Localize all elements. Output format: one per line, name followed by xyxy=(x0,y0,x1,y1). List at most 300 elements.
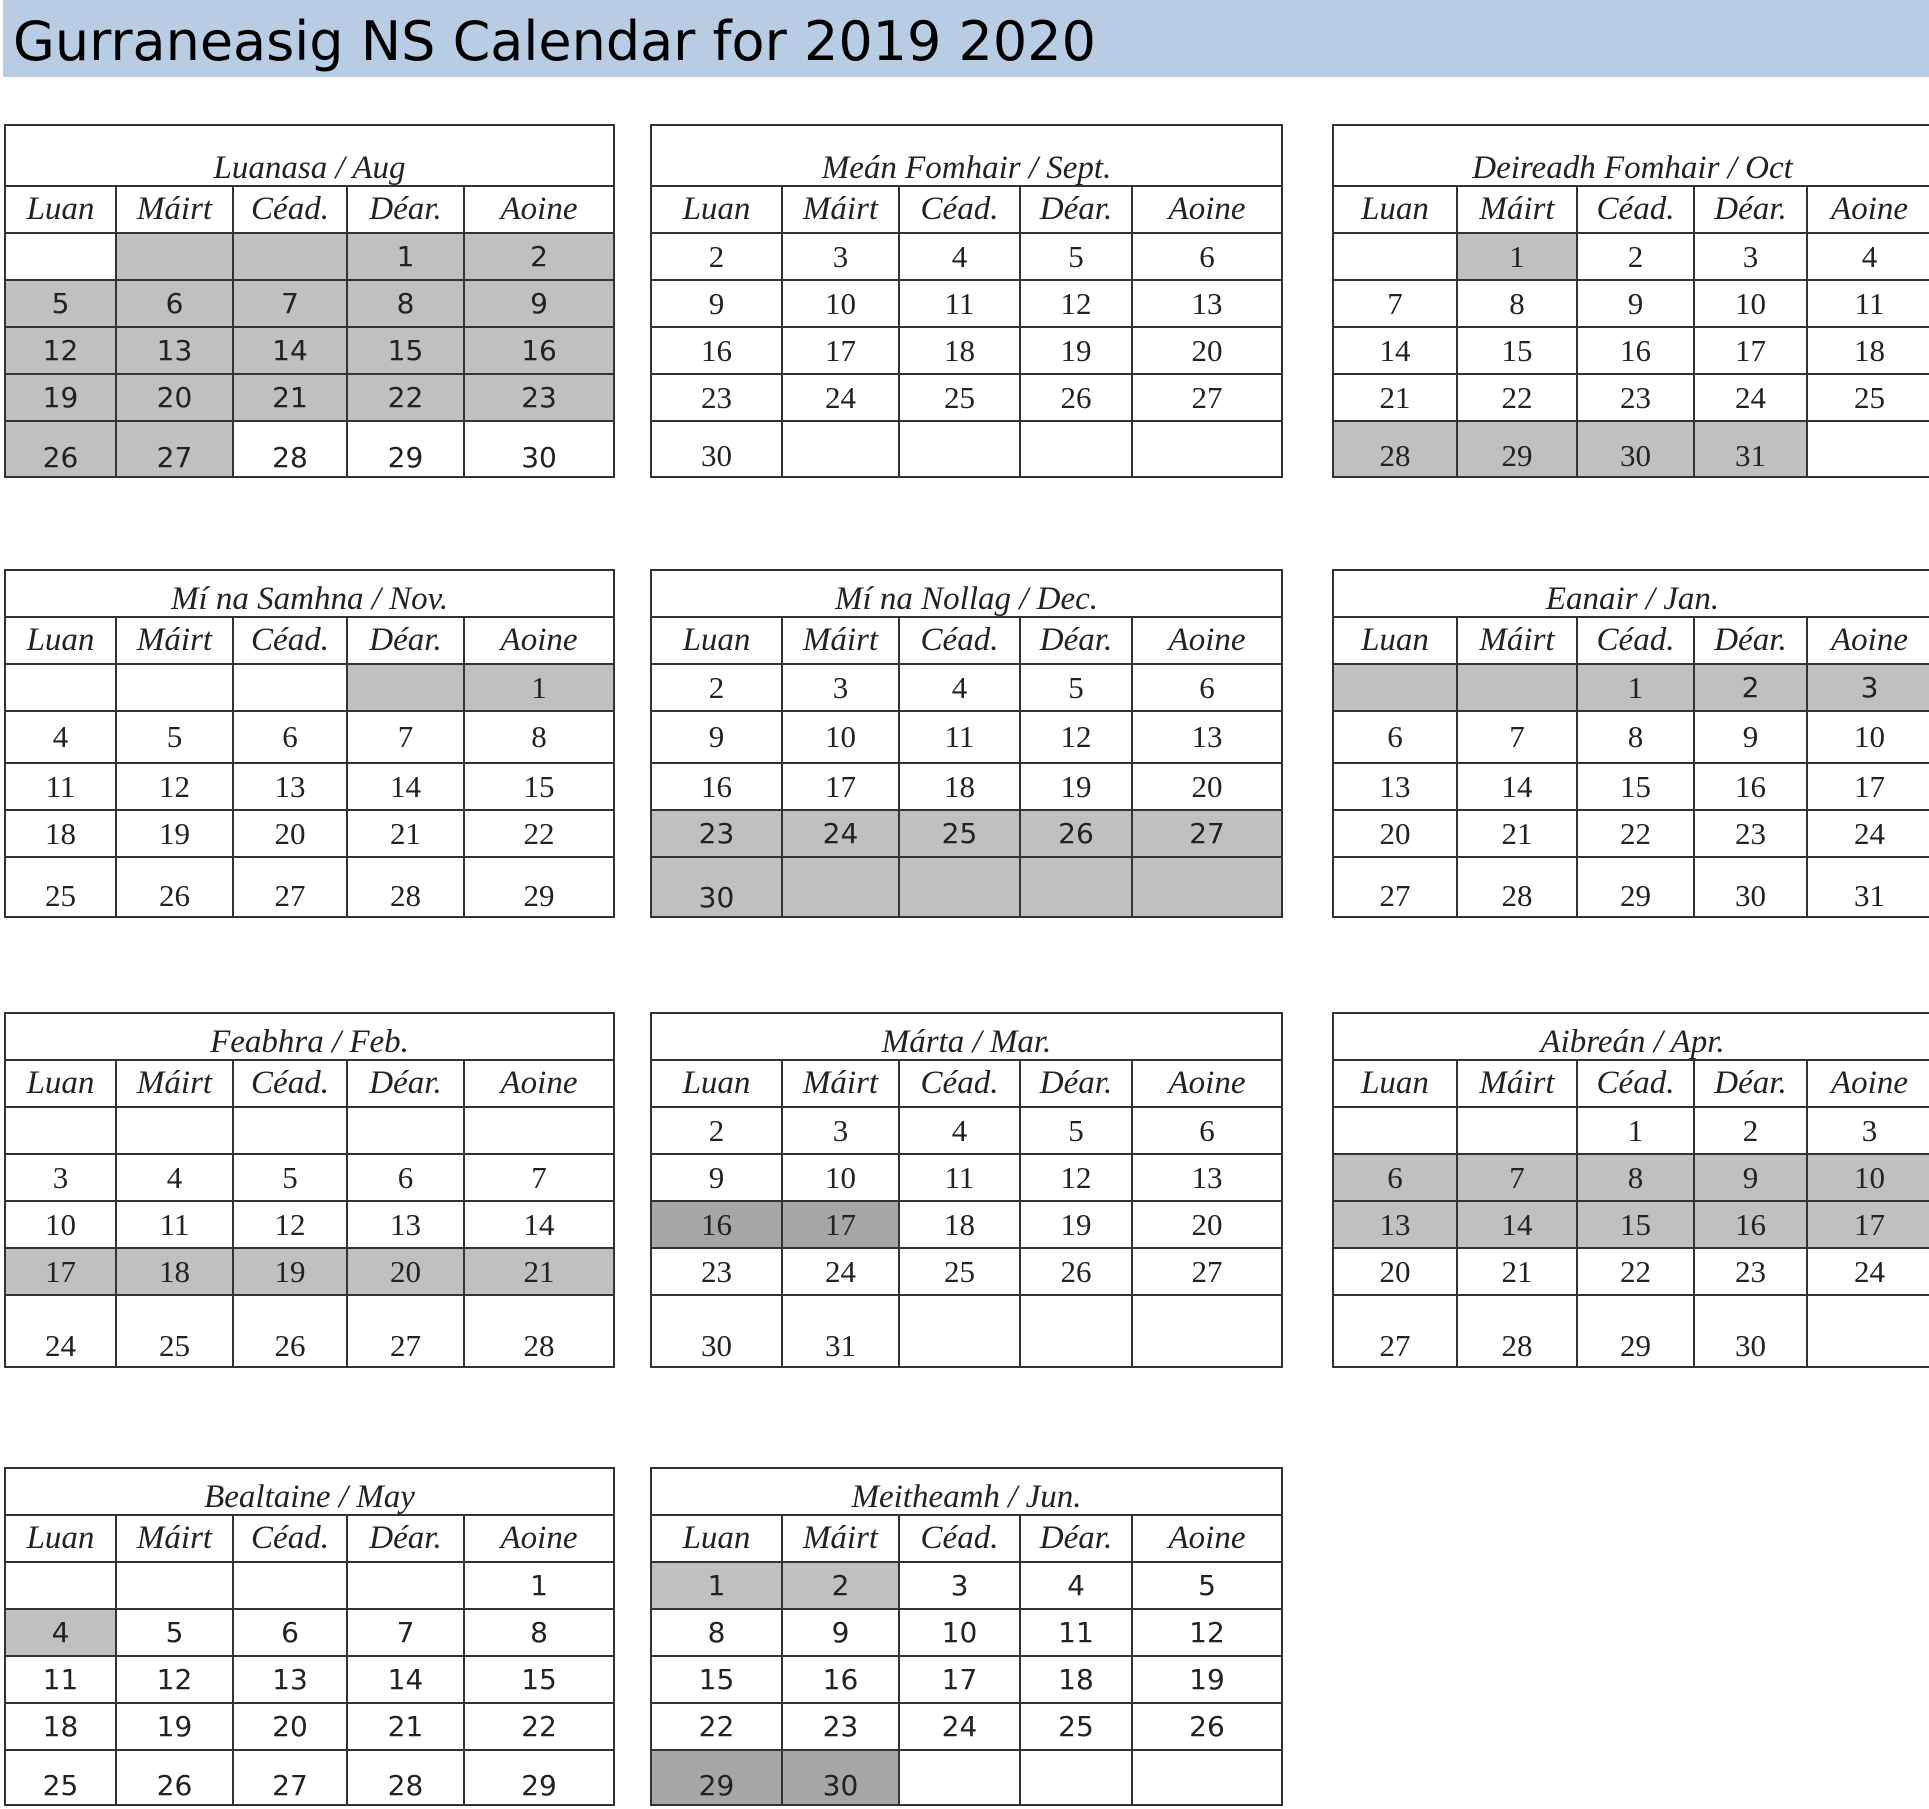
day-cell: 31 xyxy=(782,1295,899,1367)
day-cell: 3 xyxy=(782,1107,899,1154)
day-cell: 17 xyxy=(5,1248,116,1295)
day-cell: 27 xyxy=(347,1295,464,1367)
day-cell: 21 xyxy=(1457,810,1577,857)
day-cell xyxy=(1807,421,1929,477)
weekday-header: Céad. xyxy=(233,1060,347,1107)
day-cell: 12 xyxy=(116,763,233,810)
day-cell: 30 xyxy=(651,421,782,477)
week-row xyxy=(651,1154,1282,1201)
day-cell: 21 xyxy=(464,1248,614,1295)
day-cell: 15 xyxy=(1577,1201,1694,1248)
day-cell: 7 xyxy=(1457,1154,1577,1201)
day-cell: 17 xyxy=(1807,1201,1929,1248)
week-row xyxy=(5,374,614,421)
day-cell: 8 xyxy=(464,1609,614,1656)
day-cell: 11 xyxy=(5,1656,116,1703)
day-cell xyxy=(1020,1750,1132,1805)
day-cell: 15 xyxy=(464,1656,614,1703)
day-cell: 12 xyxy=(233,1201,347,1248)
day-cell: 8 xyxy=(464,711,614,763)
day-cell: 28 xyxy=(464,1295,614,1367)
day-cell: 29 xyxy=(651,1750,782,1805)
day-cell: 13 xyxy=(1333,763,1457,810)
week-row xyxy=(651,1201,1282,1248)
day-cell: 7 xyxy=(347,1609,464,1656)
day-cell xyxy=(1020,421,1132,477)
week-row xyxy=(1333,421,1929,477)
day-cell: 6 xyxy=(1333,1154,1457,1201)
month-calendar xyxy=(4,124,615,478)
day-cell xyxy=(782,421,899,477)
day-cell: 23 xyxy=(651,1248,782,1295)
day-cell: 2 xyxy=(651,233,782,280)
month-calendar xyxy=(4,1467,615,1806)
day-cell: 11 xyxy=(1020,1609,1132,1656)
weekday-header: Déar. xyxy=(347,1060,464,1107)
week-row xyxy=(1333,233,1929,280)
day-cell xyxy=(116,1107,233,1154)
day-cell: 15 xyxy=(1577,763,1694,810)
day-cell: 27 xyxy=(1132,374,1282,421)
week-row xyxy=(5,1154,614,1201)
day-cell: 2 xyxy=(464,233,614,280)
day-cell: 5 xyxy=(116,711,233,763)
weekday-header: Déar. xyxy=(347,617,464,664)
weekday-header: Máirt xyxy=(1457,617,1577,664)
day-cell: 6 xyxy=(116,280,233,327)
day-cell xyxy=(1457,1107,1577,1154)
day-cell: 19 xyxy=(233,1248,347,1295)
day-cell: 16 xyxy=(651,1201,782,1248)
day-cell: 10 xyxy=(5,1201,116,1248)
day-cell: 30 xyxy=(464,421,614,477)
day-cell: 3 xyxy=(899,1562,1020,1609)
day-cell xyxy=(233,1562,347,1609)
week-row xyxy=(1333,280,1929,327)
day-cell: 29 xyxy=(464,1750,614,1805)
day-cell: 23 xyxy=(1694,1248,1807,1295)
day-cell xyxy=(116,664,233,711)
weekday-header: Céad. xyxy=(1577,1060,1694,1107)
day-cell xyxy=(5,233,116,280)
day-cell: 20 xyxy=(347,1248,464,1295)
month-calendar xyxy=(650,1467,1283,1806)
month-title: Meitheamh / Jun. xyxy=(651,1468,1282,1515)
day-cell: 30 xyxy=(1694,857,1807,917)
day-cell: 25 xyxy=(1807,374,1929,421)
day-cell: 10 xyxy=(899,1609,1020,1656)
week-row xyxy=(5,810,614,857)
day-cell: 11 xyxy=(1807,280,1929,327)
day-cell: 18 xyxy=(116,1248,233,1295)
weekday-header: Céad. xyxy=(899,186,1020,233)
day-cell: 17 xyxy=(1807,763,1929,810)
weekday-header: Luan xyxy=(5,186,116,233)
weekday-header: Céad. xyxy=(1577,617,1694,664)
day-cell: 2 xyxy=(1577,233,1694,280)
day-cell: 4 xyxy=(5,1609,116,1656)
weekday-header: Déar. xyxy=(347,1515,464,1562)
day-cell: 30 xyxy=(651,857,782,917)
week-row xyxy=(5,1656,614,1703)
day-cell: 3 xyxy=(5,1154,116,1201)
week-row xyxy=(651,857,1282,917)
day-cell: 23 xyxy=(651,810,782,857)
day-cell: 16 xyxy=(651,327,782,374)
day-cell: 23 xyxy=(1694,810,1807,857)
day-cell: 27 xyxy=(1132,810,1282,857)
day-cell: 16 xyxy=(782,1656,899,1703)
weekday-header: Céad. xyxy=(233,1515,347,1562)
day-cell: 13 xyxy=(116,327,233,374)
day-cell: 24 xyxy=(1694,374,1807,421)
weekday-header: Máirt xyxy=(1457,186,1577,233)
day-cell: 18 xyxy=(5,810,116,857)
day-cell: 12 xyxy=(116,1656,233,1703)
day-cell xyxy=(233,233,347,280)
day-cell: 19 xyxy=(5,374,116,421)
weekday-header: Céad. xyxy=(899,1515,1020,1562)
day-cell xyxy=(1807,1295,1929,1367)
day-cell: 6 xyxy=(233,711,347,763)
day-cell: 16 xyxy=(464,327,614,374)
day-cell xyxy=(899,1295,1020,1367)
day-cell: 18 xyxy=(1020,1656,1132,1703)
page-title: Gurraneasig NS Calendar for 2019 2020 xyxy=(3,0,1929,77)
weekday-header: Luan xyxy=(5,617,116,664)
week-row xyxy=(651,327,1282,374)
month-calendar xyxy=(1332,569,1929,918)
weekday-header: Luan xyxy=(1333,617,1457,664)
day-cell: 14 xyxy=(464,1201,614,1248)
weekday-header: Déar. xyxy=(1020,617,1132,664)
day-cell xyxy=(1457,664,1577,711)
day-cell: 11 xyxy=(5,763,116,810)
week-row xyxy=(651,374,1282,421)
weekday-header: Luan xyxy=(651,1060,782,1107)
day-cell: 8 xyxy=(347,280,464,327)
day-cell: 16 xyxy=(651,763,782,810)
month-title: Bealtaine / May xyxy=(5,1468,614,1515)
day-cell: 17 xyxy=(899,1656,1020,1703)
day-cell: 13 xyxy=(347,1201,464,1248)
week-row xyxy=(5,711,614,763)
weekday-header: Máirt xyxy=(782,1515,899,1562)
day-cell: 19 xyxy=(1132,1656,1282,1703)
week-row xyxy=(5,1609,614,1656)
day-cell xyxy=(1132,1295,1282,1367)
day-cell: 18 xyxy=(899,327,1020,374)
weekday-header: Déar. xyxy=(1694,1060,1807,1107)
weekday-header: Déar. xyxy=(1020,186,1132,233)
day-cell xyxy=(5,664,116,711)
week-row xyxy=(1333,327,1929,374)
day-cell xyxy=(347,1107,464,1154)
day-cell: 15 xyxy=(347,327,464,374)
day-cell: 2 xyxy=(782,1562,899,1609)
month-title: Mí na Nollag / Dec. xyxy=(651,570,1282,617)
day-cell: 5 xyxy=(233,1154,347,1201)
day-cell: 25 xyxy=(116,1295,233,1367)
day-cell: 10 xyxy=(1807,1154,1929,1201)
day-cell: 28 xyxy=(1457,857,1577,917)
day-cell: 1 xyxy=(347,233,464,280)
weekday-header: Aoine xyxy=(464,1515,614,1562)
day-cell: 22 xyxy=(347,374,464,421)
day-cell: 27 xyxy=(233,1750,347,1805)
day-cell xyxy=(1132,1750,1282,1805)
day-cell: 14 xyxy=(1457,763,1577,810)
day-cell: 23 xyxy=(651,374,782,421)
week-row xyxy=(651,280,1282,327)
weekday-header: Aoine xyxy=(464,1060,614,1107)
day-cell: 4 xyxy=(899,1107,1020,1154)
day-cell: 18 xyxy=(1807,327,1929,374)
month-calendar xyxy=(650,1012,1283,1368)
week-row xyxy=(5,1248,614,1295)
day-cell: 7 xyxy=(233,280,347,327)
day-cell: 6 xyxy=(1132,233,1282,280)
day-cell: 30 xyxy=(1577,421,1694,477)
week-row xyxy=(1333,711,1929,763)
weekday-header: Máirt xyxy=(116,617,233,664)
day-cell: 22 xyxy=(1457,374,1577,421)
week-row xyxy=(5,1562,614,1609)
weekday-header: Aoine xyxy=(1132,1060,1282,1107)
weekday-header: Aoine xyxy=(1807,186,1929,233)
day-cell: 24 xyxy=(5,1295,116,1367)
day-cell: 27 xyxy=(116,421,233,477)
day-cell: 6 xyxy=(1333,711,1457,763)
month-calendar xyxy=(1332,124,1929,478)
day-cell: 17 xyxy=(782,763,899,810)
day-cell xyxy=(116,1562,233,1609)
day-cell: 9 xyxy=(651,711,782,763)
weekday-header: Máirt xyxy=(116,1515,233,1562)
day-cell: 26 xyxy=(1020,374,1132,421)
week-row xyxy=(5,421,614,477)
day-cell: 26 xyxy=(233,1295,347,1367)
day-cell: 8 xyxy=(1577,711,1694,763)
month-title: Feabhra / Feb. xyxy=(5,1013,614,1060)
weekday-header: Aoine xyxy=(464,617,614,664)
day-cell: 24 xyxy=(782,1248,899,1295)
day-cell: 21 xyxy=(347,1703,464,1750)
week-row xyxy=(651,1750,1282,1805)
day-cell: 7 xyxy=(347,711,464,763)
day-cell: 14 xyxy=(347,763,464,810)
day-cell: 22 xyxy=(464,810,614,857)
day-cell: 3 xyxy=(1807,664,1929,711)
day-cell: 3 xyxy=(782,233,899,280)
day-cell: 22 xyxy=(464,1703,614,1750)
day-cell: 19 xyxy=(116,810,233,857)
day-cell: 20 xyxy=(233,1703,347,1750)
day-cell: 17 xyxy=(1694,327,1807,374)
day-cell: 18 xyxy=(899,763,1020,810)
day-cell: 19 xyxy=(116,1703,233,1750)
day-cell: 11 xyxy=(116,1201,233,1248)
day-cell: 1 xyxy=(464,664,614,711)
weekday-header: Máirt xyxy=(782,617,899,664)
day-cell: 29 xyxy=(1577,1295,1694,1367)
week-row xyxy=(651,1107,1282,1154)
month-title: Meán Fomhair / Sept. xyxy=(651,125,1282,186)
day-cell xyxy=(347,1562,464,1609)
day-cell: 13 xyxy=(1132,1154,1282,1201)
day-cell: 7 xyxy=(464,1154,614,1201)
day-cell: 5 xyxy=(1020,1107,1132,1154)
day-cell: 6 xyxy=(1132,664,1282,711)
week-row xyxy=(1333,1107,1929,1154)
month-title: Luanasa / Aug xyxy=(5,125,614,186)
day-cell: 17 xyxy=(782,327,899,374)
day-cell: 2 xyxy=(651,664,782,711)
day-cell: 14 xyxy=(347,1656,464,1703)
month-calendar xyxy=(1332,1012,1929,1368)
day-cell: 20 xyxy=(1333,810,1457,857)
day-cell: 21 xyxy=(1457,1248,1577,1295)
day-cell: 12 xyxy=(1020,1154,1132,1201)
day-cell: 11 xyxy=(899,711,1020,763)
day-cell: 4 xyxy=(1020,1562,1132,1609)
day-cell: 4 xyxy=(5,711,116,763)
weekday-header: Aoine xyxy=(1132,617,1282,664)
day-cell: 4 xyxy=(899,233,1020,280)
month-calendar xyxy=(4,1012,615,1368)
day-cell: 19 xyxy=(1020,763,1132,810)
day-cell: 30 xyxy=(782,1750,899,1805)
day-cell xyxy=(899,857,1020,917)
day-cell: 5 xyxy=(1132,1562,1282,1609)
day-cell xyxy=(5,1562,116,1609)
day-cell: 24 xyxy=(782,374,899,421)
week-row xyxy=(651,1703,1282,1750)
day-cell: 10 xyxy=(1694,280,1807,327)
weekday-header: Luan xyxy=(651,1515,782,1562)
day-cell: 28 xyxy=(233,421,347,477)
day-cell: 28 xyxy=(1333,421,1457,477)
day-cell: 10 xyxy=(1807,711,1929,763)
day-cell: 23 xyxy=(782,1703,899,1750)
day-cell: 16 xyxy=(1694,1201,1807,1248)
day-cell xyxy=(782,857,899,917)
weekday-header: Máirt xyxy=(116,1060,233,1107)
month-calendar xyxy=(650,569,1283,918)
weekday-header: Luan xyxy=(651,617,782,664)
day-cell: 20 xyxy=(1132,327,1282,374)
day-cell: 28 xyxy=(1457,1295,1577,1367)
week-row xyxy=(651,810,1282,857)
week-row xyxy=(1333,763,1929,810)
day-cell: 25 xyxy=(5,857,116,917)
day-cell: 27 xyxy=(1333,1295,1457,1367)
day-cell: 1 xyxy=(464,1562,614,1609)
week-row xyxy=(651,1656,1282,1703)
day-cell xyxy=(233,664,347,711)
day-cell: 29 xyxy=(1457,421,1577,477)
week-row xyxy=(651,711,1282,763)
day-cell: 4 xyxy=(1807,233,1929,280)
day-cell: 23 xyxy=(464,374,614,421)
day-cell: 19 xyxy=(1020,327,1132,374)
day-cell: 12 xyxy=(5,327,116,374)
day-cell: 13 xyxy=(233,1656,347,1703)
day-cell: 27 xyxy=(1333,857,1457,917)
day-cell: 20 xyxy=(1333,1248,1457,1295)
day-cell: 13 xyxy=(1333,1201,1457,1248)
week-row xyxy=(5,233,614,280)
day-cell: 2 xyxy=(1694,1107,1807,1154)
day-cell: 26 xyxy=(1132,1703,1282,1750)
day-cell: 1 xyxy=(1577,664,1694,711)
day-cell: 26 xyxy=(1020,1248,1132,1295)
day-cell: 31 xyxy=(1807,857,1929,917)
week-row xyxy=(5,763,614,810)
day-cell: 3 xyxy=(1807,1107,1929,1154)
day-cell: 25 xyxy=(899,810,1020,857)
day-cell: 13 xyxy=(1132,711,1282,763)
day-cell: 1 xyxy=(651,1562,782,1609)
week-row xyxy=(5,280,614,327)
weekday-header: Máirt xyxy=(116,186,233,233)
day-cell: 17 xyxy=(782,1201,899,1248)
day-cell: 7 xyxy=(1457,711,1577,763)
day-cell: 1 xyxy=(1457,233,1577,280)
day-cell: 11 xyxy=(899,280,1020,327)
week-row xyxy=(5,327,614,374)
week-row xyxy=(5,1703,614,1750)
day-cell: 5 xyxy=(1020,233,1132,280)
day-cell xyxy=(1020,1295,1132,1367)
month-title: Mí na Samhna / Nov. xyxy=(5,570,614,617)
day-cell: 10 xyxy=(782,711,899,763)
day-cell: 6 xyxy=(1132,1107,1282,1154)
weekday-header: Céad. xyxy=(233,186,347,233)
week-row xyxy=(651,1295,1282,1367)
weekday-header: Déar. xyxy=(1694,186,1807,233)
day-cell: 18 xyxy=(5,1703,116,1750)
day-cell xyxy=(1333,233,1457,280)
day-cell: 25 xyxy=(899,374,1020,421)
day-cell: 9 xyxy=(1577,280,1694,327)
day-cell xyxy=(1333,1107,1457,1154)
weekday-header: Aoine xyxy=(1132,186,1282,233)
weekday-header: Déar. xyxy=(1020,1515,1132,1562)
day-cell: 16 xyxy=(1694,763,1807,810)
day-cell: 21 xyxy=(347,810,464,857)
weekday-header: Céad. xyxy=(233,617,347,664)
day-cell: 13 xyxy=(233,763,347,810)
day-cell: 16 xyxy=(1577,327,1694,374)
weekday-header: Déar. xyxy=(1694,617,1807,664)
day-cell: 9 xyxy=(1694,1154,1807,1201)
day-cell: 26 xyxy=(116,857,233,917)
day-cell: 20 xyxy=(233,810,347,857)
day-cell: 9 xyxy=(782,1609,899,1656)
day-cell xyxy=(1132,421,1282,477)
day-cell: 29 xyxy=(464,857,614,917)
day-cell: 12 xyxy=(1132,1609,1282,1656)
weekday-header: Céad. xyxy=(899,1060,1020,1107)
day-cell: 22 xyxy=(1577,810,1694,857)
month-calendar xyxy=(4,569,615,918)
day-cell: 24 xyxy=(1807,1248,1929,1295)
day-cell: 15 xyxy=(651,1656,782,1703)
day-cell: 7 xyxy=(1333,280,1457,327)
day-cell xyxy=(347,664,464,711)
week-row xyxy=(5,664,614,711)
